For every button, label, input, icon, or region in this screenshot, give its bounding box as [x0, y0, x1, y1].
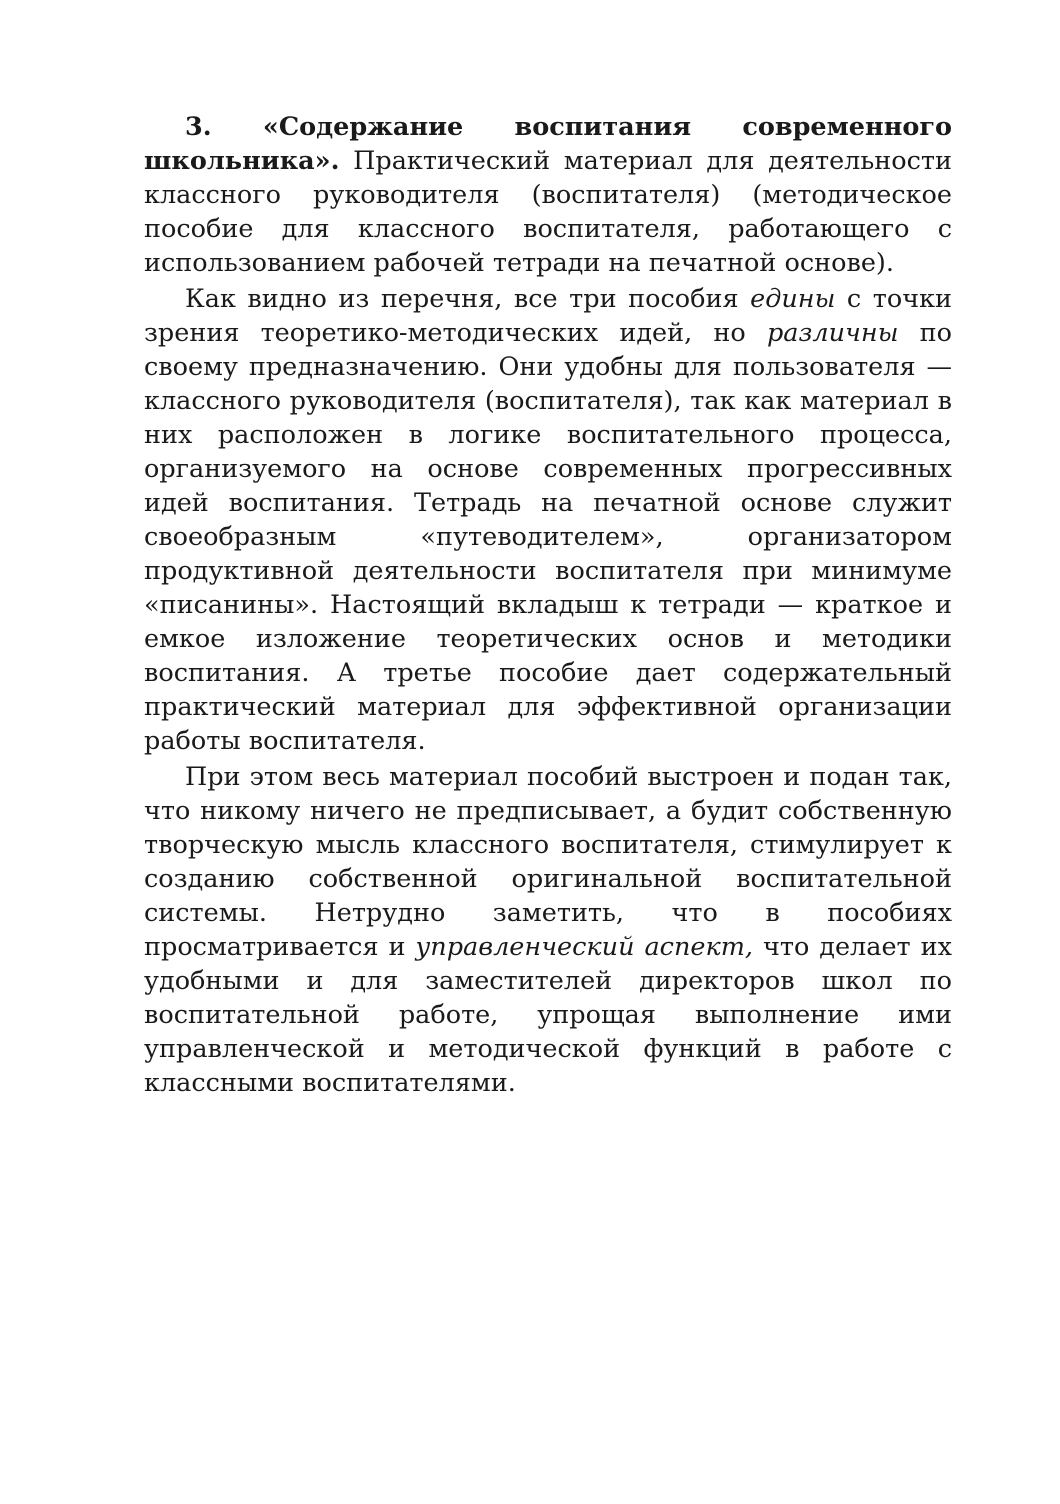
paragraph-text: Как видно из перечня, все три пособия [185, 284, 751, 314]
paragraph-text: по своему предназначению. Они удобны для пользователя — классного руководителя (воспитателя), так как материал в них расположен в логике воспитательного процесса, организуемого на основе современных прогрессивных идей воспитания. Тетрадь на печатной основе служит своеобразным «путеводителем», организатором продуктивной деятельности воспитателя при минимуме «писанины». Настоящий вкладыш к тетради — краткое и емкое изложение теоретических основ и методики воспитания. А третье пособие дает содержательный практический материал для эффективной организации работы воспитателя. [144, 318, 952, 756]
emphasis-text: управленческий аспект, [415, 932, 753, 962]
emphasis-text: различны [766, 318, 899, 348]
body-text [144, 110, 952, 1102]
paragraph-item-3 [144, 110, 952, 280]
paragraph-text: что делает их удобными и для заместителей директоров школ по воспитательной работе, упрощая выполнение ими управленческой и методической функций в работе с классными воспитателями. [144, 932, 953, 1098]
paragraph-text: с точки зрения теоретико-методических идей, но [144, 284, 952, 348]
item-title: 3. «Содержание воспитания современного школьника». [144, 112, 952, 176]
paragraph-conclusion [144, 760, 952, 1100]
paragraph-text: При этом весь материал пособий выстроен и подан так, что никому ничего не предписывает, а будит собственную творческую мысль классного воспитателя, стимулирует к созданию собственной оригинальной воспитательной системы. Нетрудно заметить, что в пособиях просматривается и [144, 762, 952, 962]
emphasis-text: едины [750, 284, 836, 314]
item-description: Практический материал для деятельности классного руководителя (воспитателя) (методическое пособие для классного воспитателя, работающего с использованием рабочей тетради на печатной основе). [144, 146, 952, 278]
paragraph-comparison [144, 282, 952, 758]
